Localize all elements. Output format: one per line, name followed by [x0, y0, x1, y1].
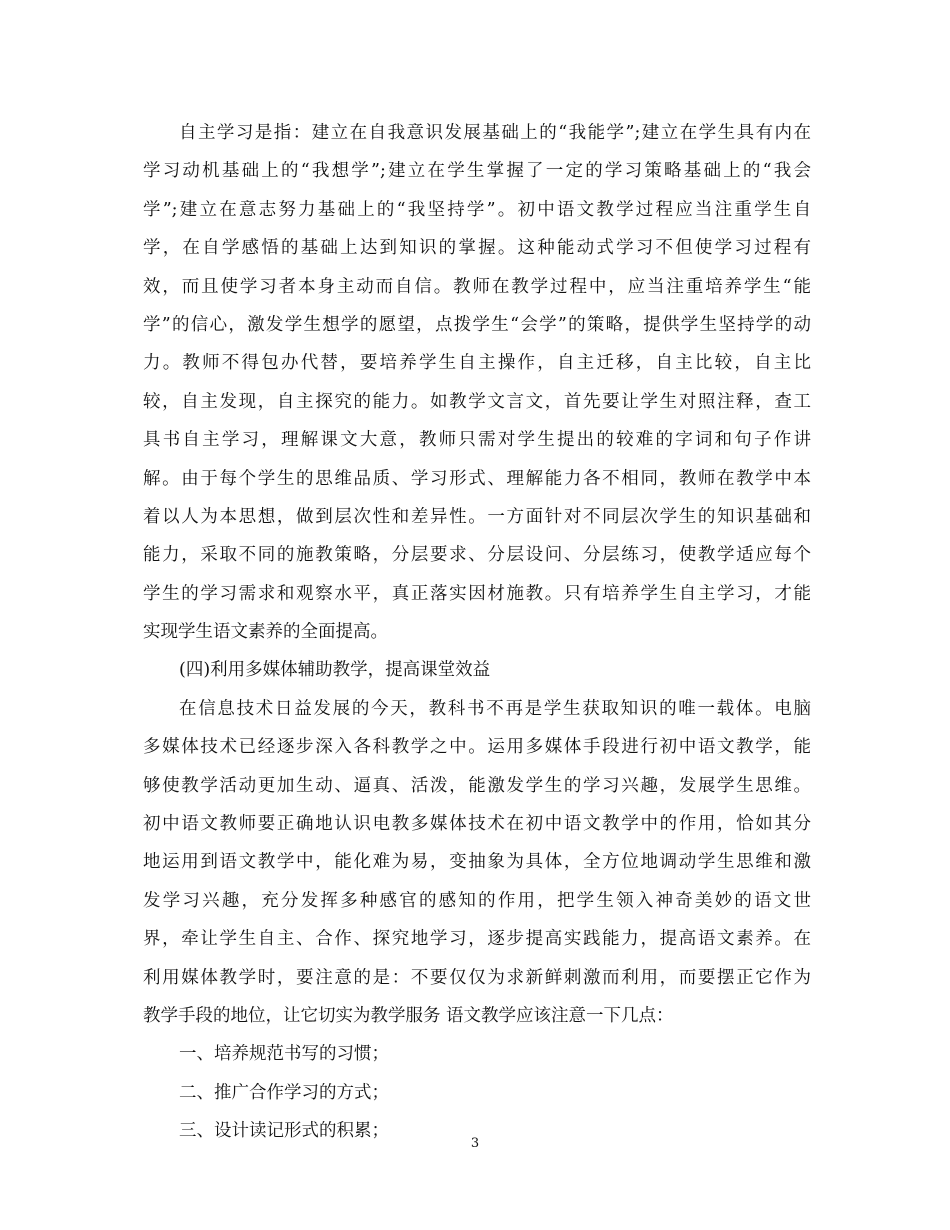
paragraph-autonomous-learning-line: 自主学习是指：建立在自我意识发展基础上的“我能学”;建立在学生具有内在	[179, 123, 811, 143]
paragraph-autonomous-learning-line: 学”;建立在意志努力基础上的“我坚持学”。初中语文教学过程应当注重学生自	[143, 199, 811, 220]
paragraph-autonomous-learning-line: 能力，采取不同的施教策略，分层要求、分层设问、分层练习，使教学适应每个	[143, 545, 811, 566]
paragraph-autonomous-learning-line: 学”的信心，激发学生想学的愿望，点拨学生“会学”的策略，提供学生坚持学的动	[143, 314, 811, 335]
document-body	[143, 114, 811, 1151]
paragraph-multimedia-line: 利用媒体教学时，要注意的是：不要仅仅为求新鲜刺激而利用，而要摆正它作为	[143, 967, 811, 988]
paragraph-multimedia-line: 多媒体技术已经逐步深入各科教学之中。运用多媒体手段进行初中语文教学，能	[143, 737, 811, 758]
paragraph-autonomous-learning-line: 学习动机基础上的“我想学”;建立在学生掌握了一定的学习策略基础上的“我会	[143, 161, 811, 182]
paragraph-multimedia-line: 发学习兴趣，充分发挥多种感官的感知的作用，把学生领入神奇美妙的语文世	[143, 890, 811, 911]
paragraph-multimedia-line: 在信息技术日益发展的今天，教科书不再是学生获取知识的唯一载体。电脑	[179, 698, 811, 719]
paragraph-multimedia-line: 初中语文教师要正确地认识电教多媒体技术在初中语文教学中的作用，恰如其分	[143, 814, 811, 835]
paragraph-autonomous-learning-line: 学生的学习需求和观察水平，真正落实因材施教。只有培养学生自主学习，才能	[143, 583, 811, 604]
paragraph-multimedia-line: 界，牵让学生自主、合作、探究地学习，逐步提高实践能力，提高语文素养。在	[143, 929, 811, 950]
paragraph-autonomous-learning-line: 较，自主发现，自主探究的能力。如教学文言文，首先要让学生对照注释，查工	[143, 391, 811, 412]
paragraph-autonomous-learning-line: 解。由于每个学生的思维品质、学习形式、理解能力各不相同，教师在教学中本	[143, 468, 811, 489]
paragraph-autonomous-learning-line: 力。教师不得包办代替，要培养学生自主操作，自主迁移，自主比较，自主比	[143, 353, 811, 374]
list-item: 三、设计读记形式的积累；	[179, 1121, 389, 1142]
list-item: 一、培养规范书写的习惯；	[179, 1044, 389, 1065]
list-item: 二、推广合作学习的方式；	[179, 1082, 389, 1103]
section-heading: (四)利用多媒体辅助教学，提高课堂效益	[179, 660, 491, 681]
paragraph-autonomous-learning-line: 实现学生语文素养的全面提高。	[143, 622, 388, 643]
paragraph-autonomous-learning-line: 着以人为本思想，做到层次性和差异性。一方面针对不同层次学生的知识基础和	[143, 506, 811, 527]
paragraph-autonomous-learning-line: 学，在自学感悟的基础上达到知识的掌握。这种能动式学习不但使学习过程有	[143, 238, 811, 259]
paragraph-autonomous-learning-line: 效，而且使学习者本身主动而自信。教师在教学过程中，应当注重培养学生“能	[143, 276, 811, 297]
page-number: 3	[470, 1136, 480, 1151]
paragraph-multimedia-line: 教学手段的地位，让它切实为教学服务 语文教学应该注意一下几点：	[143, 1005, 674, 1026]
paragraph-multimedia-line: 地运用到语文教学中，能化难为易，变抽象为具体，全方位地调动学生思维和激	[143, 852, 811, 873]
paragraph-multimedia-line: 够使教学活动更加生动、逼真、活泼，能激发学生的学习兴趣，发展学生思维。	[143, 775, 811, 796]
paragraph-autonomous-learning-line: 具书自主学习，理解课文大意，教师只需对学生提出的较难的字词和句子作讲	[143, 430, 811, 451]
